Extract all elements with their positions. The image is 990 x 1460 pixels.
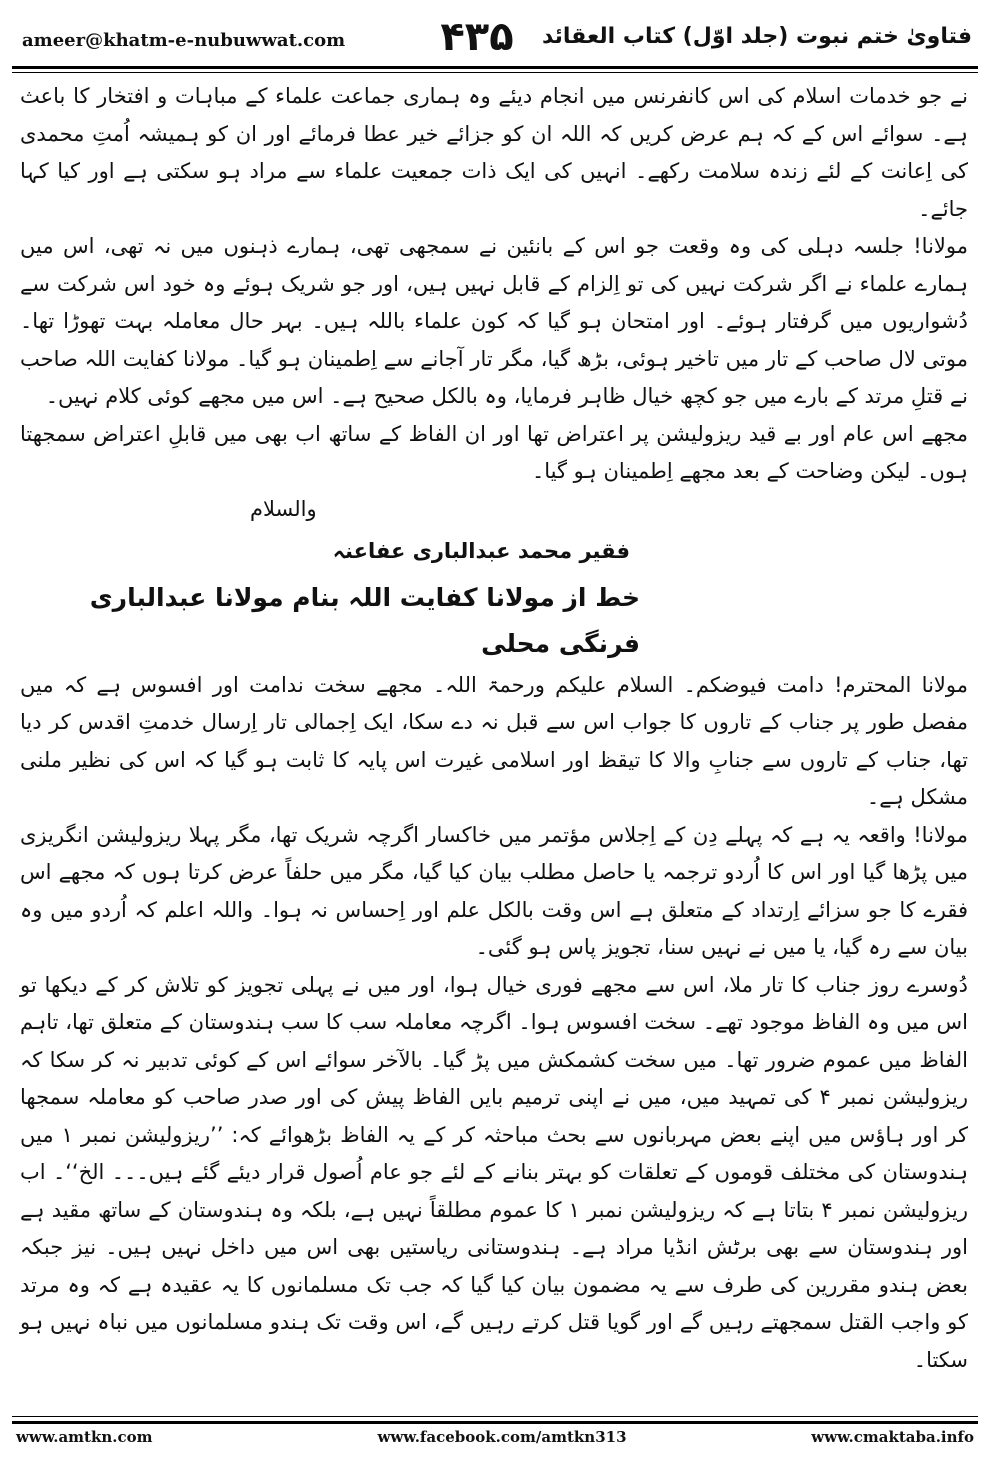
- paragraph: مولانا! جلسہ دہلی کی وہ وقعت جو اس کے بانئین نے سمجھی تھی، ہمارے ذہنوں میں نہ تھی، اس میں ہمارے علماء نے اگر شرکت نہیں کی تو اِلزام کے قابل نہیں ہیں، اور جو شریک ہوئے وہ خود اس شرکت سے دُشواریوں میں گرفتار ہوئے۔ اور امتحان ہو گیا کہ کون علماء باللہ ہیں۔ بہر حال معاملہ بہت تھوڑا تھا۔ موتی لال صاحب کے تار میں تاخیر ہوئی، بڑھ گیا، مگر تار آجانے سے اِطمینان ہو گیا۔ مولانا کفایت اللہ صاحب نے قتلِ مرتد کے بارے میں جو کچھ خیال ظاہر فرمایا، وہ بالکل صحیح ہے۔ اس میں مجھے کوئی کلام نہیں۔: [20, 234, 968, 408]
- paragraph: نے جو خدمات اسلام کی اس کانفرنس میں انجام دیئے وہ ہماری جماعت علماء کے مباہات و افتخار کا باعث ہے۔ سوائے اس کے کہ ہم عرض کریں کہ اللہ ان کو جزائے خیر عطا فرمائے اور ان کو ہمیشہ اُمتِ محمدی کی اِعانت کے لئے زندہ سلامت رکھے۔ انہیں کی ایک ذات جمعیت علماء سے مراد ہو سکتی ہے اور کیا کہا جائے۔: [20, 84, 968, 221]
- footer-rule-thin: [12, 1416, 978, 1417]
- header-rule-thick: [12, 66, 978, 69]
- footer-link-right[interactable]: www.cmaktaba.info: [811, 1428, 974, 1446]
- paragraph: مولانا! واقعہ یہ ہے کہ پہلے دِن کے اِجلاس مؤتمر میں خاکسار اگرچہ شریک تھا، مگر پہلا ریزولیشن انگریزی میں پڑھا گیا اور اس کا اُردو ترجمہ یا حاصل مطلب بیان کیا گیا، مگر میں حلفاً عرض کرتا ہوں کہ مجھے اس فقرے کا جو سزائے اِرتداد کے متعلق ہے اس وقت بالکل علم اور اِحساس نہ ہوا۔ واللہ اعلم کہ اُردو میں وہ بیان سے رہ گیا، یا میں نے نہیں سنا، تجویز پاس ہو گئی۔: [20, 822, 968, 959]
- header-email: ameer@khatm-e-nubuwwat.com: [22, 30, 346, 51]
- header-rule-thin: [12, 72, 978, 73]
- paragraph: مولانا المحترم! دامت فیوضکم۔ السلام علیکم ورحمۃ اللہ۔ مجھے سخت ندامت اور افسوس ہے کہ میں مفصل طور پر جناب کے تاروں کا جواب اس سے قبل نہ دے سکا، ایک اِجمالی تار اِرسال خدمتِ اقدس کر دیا تھا، جناب کے تاروں سے جنابِ والا کا تیقظ اور اسلامی غیرت اس پایہ کا ثابت ہو گیا کہ اس کی نظیر ملنی مشکل ہے۔: [20, 672, 968, 809]
- footer-link-center[interactable]: www.facebook.com/amtkn313: [377, 1428, 627, 1446]
- book-title: فتاویٰ ختم نبوت (جلد اوّل) کتاب العقائد: [541, 24, 972, 49]
- letter-closing: [20, 491, 968, 531]
- paragraph: دُوسرے روز جناب کا تار ملا، اس سے مجھے فوری خیال ہوا، اور میں نے پہلی تجویز کو تلاش کر کے دیکھا تو اس میں وہ الفاظ موجود تھے۔ سخت افسوس ہوا۔ اگرچہ معاملہ سب کا سب ہندوستان کے متعلق تھا، تاہم الفاظ میں عموم ضرور تھا۔ میں سخت کشمکش میں پڑ گیا۔ بالآخر سوائے اس کے کوئی تدبیر نہ کر سکا کہ ریزولیشن نمبر ۴ کی تمہید میں، میں نے اپنی ترمیم بایں الفاظ پیش کی اور صدر صاحب کو معاملہ سمجھا کر اور ہاؤس میں اپنے بعض مہربانوں سے بحث مباحثہ کر کے یہ الفاظ بڑھوائے کہ: ’’ریزولیشن نمبر ۱ میں ہندوستان کی مختلف قوموں کے تعلقات کو بہتر بنانے کے لئے جو عام اُصول قرار دیئے گئے ہیں۔۔۔ الخ‘‘۔ اب ریزولیشن نمبر ۴ بتاتا ہے کہ ریزولیشن نمبر ۱ کا عموم مطلقاً نہیں ہے، بلکہ وہ ہندوستان کے ساتھ مقید ہے اور ہندوستان سے بھی برٹش انڈیا مراد ہے۔ ہندوستانی ریاستیں بھی اس میں داخل نہیں ہیں۔ نیز جبکہ بعض ہندو مقررین کی طرف سے یہ مضمون بیان کیا گیا کہ جب تک مسلمانوں کا یہ عقیدہ ہے کہ وہ مرتد کو واجب القتل سمجھتے رہیں گے اور گویا قتل کرتے رہیں گے، اس وقت تک ہندو مسلمانوں میں نباہ نہیں ہو سکتا۔: [20, 972, 968, 1372]
- page-number: ۴۳۵: [440, 14, 514, 60]
- page-body: [20, 78, 968, 1379]
- closing-salutation: والسلام: [250, 496, 317, 521]
- page-footer: [12, 1428, 978, 1454]
- signature: فقیر محمد عبدالباری عفاعنہ: [332, 538, 630, 563]
- footer-rule-thick: [12, 1421, 978, 1424]
- section-heading: خط از مولانا کفایت اللہ بنام مولانا عبدالباری فرنگی محلی: [89, 582, 640, 658]
- footer-link-left[interactable]: www.amtkn.com: [16, 1428, 153, 1446]
- paragraph: مجھے اس عام اور بے قید ریزولیشن پر اعتراض تھا اور ان الفاظ کے ساتھ اب بھی میں قابلِ اعتراض سمجھتا ہوں۔ لیکن وضاحت کے بعد مجھے اِطمینان ہو گیا۔: [20, 421, 968, 483]
- page-header: [12, 14, 978, 68]
- signature-line: [20, 531, 968, 575]
